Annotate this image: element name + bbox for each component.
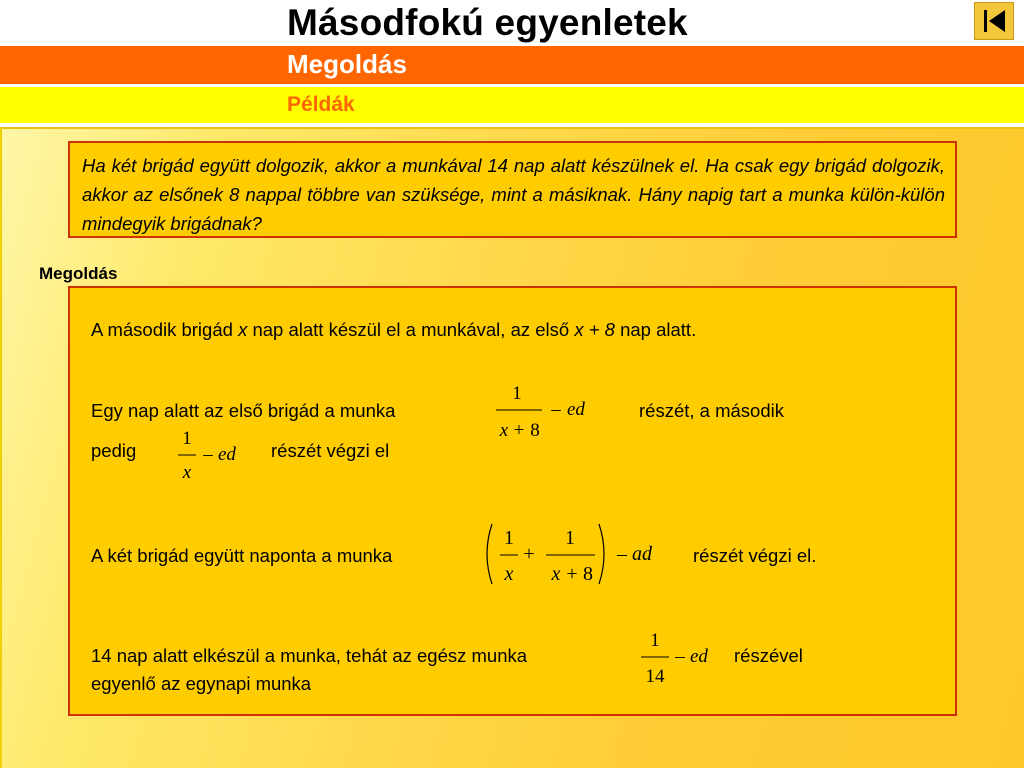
solution-line-4b: részét végzi el.: [693, 545, 817, 566]
problem-box: [68, 141, 957, 238]
fraction-fourteen: [637, 625, 727, 689]
slide-title: Másodfokú egyenletek: [287, 2, 688, 43]
fraction-first-brigade: [490, 378, 605, 444]
skip-back-icon: [975, 3, 1013, 39]
svg-text:–: –: [551, 399, 561, 420]
back-button[interactable]: [974, 2, 1014, 40]
svg-text:x: x: [551, 563, 561, 585]
svg-text:+: +: [566, 563, 578, 585]
svg-text:1: 1: [182, 428, 192, 449]
solution-line-5b: részével: [734, 645, 803, 666]
svg-text:1: 1: [565, 527, 575, 549]
solution-label: Megoldás: [39, 264, 118, 283]
subsection-title: Példák: [287, 93, 355, 116]
solution-line-5a: 14 nap alatt elkészül a munka, tehát az egész munka: [91, 645, 528, 666]
solution-line-3a: pedig: [91, 440, 137, 461]
section-band: [0, 46, 1024, 84]
svg-text:x: x: [504, 563, 514, 585]
fraction-second-brigade: [173, 424, 253, 484]
svg-text:1: 1: [650, 630, 660, 651]
svg-text:–: –: [617, 543, 627, 565]
svg-text:1: 1: [512, 383, 522, 404]
solution-line-3b: részét végzi el: [271, 440, 390, 461]
svg-text:ed: ed: [218, 444, 236, 465]
svg-text:+: +: [513, 420, 525, 441]
solution-line-2a: Egy nap alatt az első brigád a munka: [91, 400, 396, 421]
solution-line-4a: A két brigád együtt naponta a munka: [91, 545, 393, 566]
svg-text:8: 8: [530, 420, 540, 441]
solution-line-1: A második brigád x nap alatt készül el a munkával, az első x + 8 nap alatt.: [91, 319, 697, 340]
problem-text: Ha két brigád együtt dolgozik, akkor a munkával 14 nap alatt készülnek el. Ha csak egy brigád dolgozik, akkor az elsőnek 8 nappal többre van szüksége, mint a másiknak. Hány napig tart a munka külön-külön mindegyik brigádnak?: [82, 155, 945, 234]
subsection-band: [0, 87, 1024, 123]
svg-text:14: 14: [645, 666, 665, 687]
svg-text:ed: ed: [567, 399, 585, 420]
svg-text:1: 1: [504, 527, 514, 549]
svg-text:–: –: [675, 646, 685, 667]
svg-text:8: 8: [583, 563, 593, 585]
solution-line-6: egyenlő az egynapi munka: [91, 673, 312, 694]
svg-text:x: x: [499, 420, 509, 441]
solution-line-2b: részét, a második: [639, 400, 784, 421]
fraction-combined: [480, 518, 670, 590]
svg-text:+: +: [523, 543, 535, 565]
svg-text:ed: ed: [690, 646, 708, 667]
section-title: Megoldás: [287, 49, 407, 79]
svg-text:–: –: [203, 444, 213, 465]
svg-text:ad: ad: [632, 543, 652, 565]
svg-text:x: x: [182, 462, 192, 483]
